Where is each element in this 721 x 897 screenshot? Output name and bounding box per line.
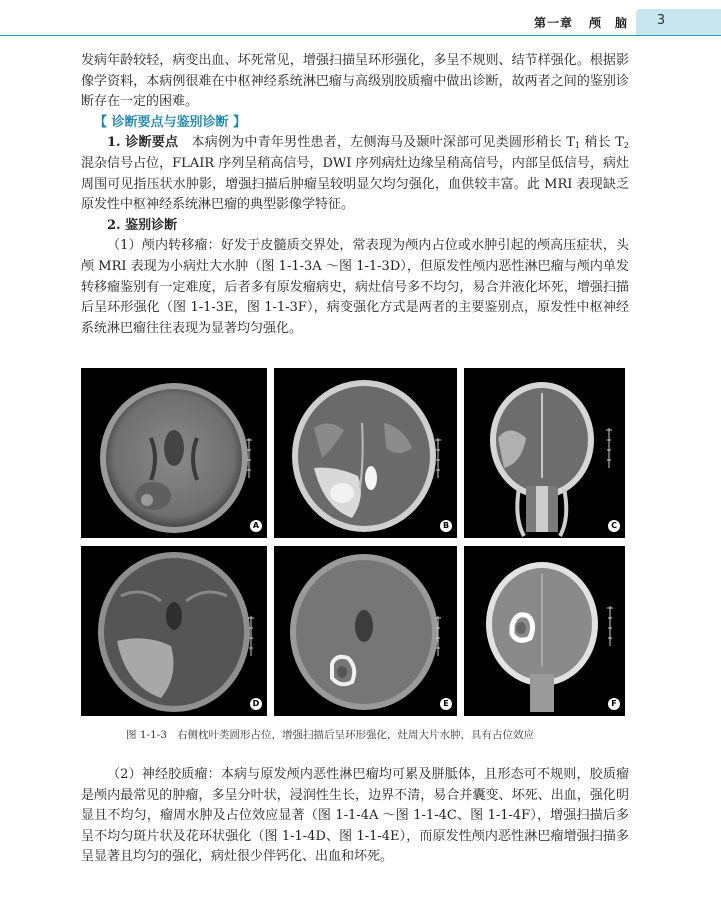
panel-label-d: D [250,698,262,710]
body-text-top [81,51,629,339]
mri-panel-a [81,368,267,538]
paragraph-intro: 发病年龄较轻，病变出血、坏死常见，增强扫描呈环形强化，多呈不规则、结节样强化。根据影像学资料，本病例很难在中枢神经系统淋巴瘤与高级别胶质瘤中做出诊断，故两者之间的鉴别诊断存在一定的困难。 [81,53,629,110]
section-heading: 【 诊断要点与鉴别诊断 】 [94,114,247,130]
mri-panel-c [464,368,625,538]
chapter-number: 第一章 [534,16,574,30]
panel-label-c: C [608,520,620,532]
page-number: 3 [656,13,666,28]
differential-diagnosis-title: 2. 鉴别诊断 [107,217,178,233]
figure-caption [126,727,534,742]
panel-label-f: F [608,698,620,710]
paragraph-glioma: （2）神经胶质瘤：本病与原发颅内恶性淋巴瘤均可累及胼胝体，且形态可不规则，胶质瘤是颅内最常见的肿瘤，多呈分叶状，浸润性生长，边界不清，易合并囊变、坏死、出血，强化明显且不均匀，瘤周水肿及占位效应显著（图 1-1-4A ～图 1-1-4C、图 1-1-4F），增强扫描后多呈不均匀斑片状及花环状强化（图 1-1-4D、图 1-1-4E），而原发性颅内恶性淋巴瘤增强扫描多呈显著且均匀的强化，病灶很少伴钙化、出血和坏死。 [81,767,629,865]
header-rule [0,35,721,36]
chapter-title: 颅 脑 [589,16,629,30]
figure-caption-number: 图 1-1-3 [126,729,167,741]
panel-label-e: E [440,698,452,710]
panel-label-b: B [440,520,452,532]
running-header [534,14,628,31]
mri-panel-e [274,546,457,716]
mri-panel-b [274,368,457,538]
diagnosis-points-title: 1. 诊断要点 [107,135,179,151]
figure-caption-text: 右侧枕叶类圆形占位，增强扫描后呈环形强化，灶周大片水肿，具有占位效应 [176,729,534,741]
mri-panel-d [81,546,267,716]
panel-label-a: A [250,520,262,532]
mri-panel-f [464,546,625,716]
body-text-bottom [81,765,629,868]
paragraph-diagnosis-points: 1. 诊断要点 本病例为中青年男性患者，左侧海马及颞叶深部可见类圆形稍长 $T_1$ 稍长 $T_2$ 混杂信号占位，FLAIR 序列呈稍高信号，DWI 序列病灶边缘呈稍高信号，内部呈低信号，病灶周围可见指压状水肿影，增强扫描后肿瘤呈较明显欠均匀强化，血供较丰富。此 MRI 表现缺乏原发性中枢神经系统淋巴瘤的典型影像学特征。 [81,135,629,213]
page-number-tab [636,9,721,35]
paragraph-metastasis: （1）颅内转移瘤：好发于皮髓质交界处，常表现为颅内占位或水肿引起的颅高压症状，头颅 MRI 表现为小病灶大水肿（图 1-1-3A ～图 1-1-3D），但原发性颅内恶性淋巴瘤与颅内单发转移瘤鉴别有一定难度，后者多有原发瘤病史，病灶信号多不均匀，易合并液化坏死，增强扫描后呈环形强化（图 1-1-3E，图 1-1-3F），病变强化方式是两者的主要鉴别点，原发性中枢神经系统淋巴瘤往往表现为显著均匀强化。 [81,238,629,336]
